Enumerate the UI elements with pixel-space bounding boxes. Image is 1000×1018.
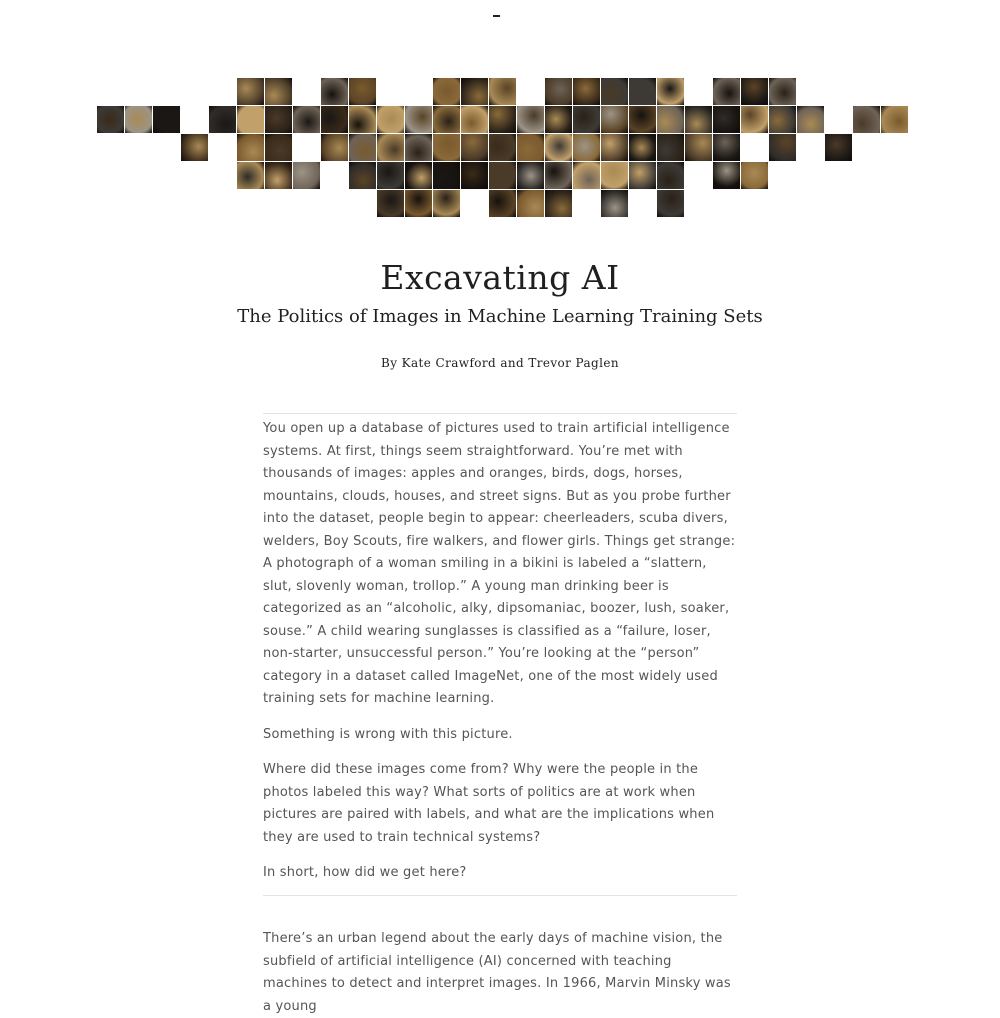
mosaic-tile: [489, 134, 516, 161]
mosaic-tile: [629, 134, 656, 161]
mosaic-tile: [489, 162, 516, 189]
mosaic-tile: [265, 106, 292, 133]
mosaic-tile: [153, 106, 180, 133]
paragraph: Something is wrong with this picture.: [263, 726, 513, 742]
divider-section: [263, 895, 737, 896]
mosaic-tile: [321, 78, 348, 105]
mosaic-tile: [377, 162, 404, 189]
article-section-2: [263, 928, 737, 1018]
mosaic-tile: [265, 162, 292, 189]
mosaic-tile: [433, 78, 460, 105]
mosaic-tile: [713, 162, 740, 189]
mosaic-tile: [377, 106, 404, 133]
mosaic-tile: [349, 134, 376, 161]
mosaic-tile: [517, 134, 544, 161]
mosaic-tile: [517, 162, 544, 189]
mosaic-tile: [321, 106, 348, 133]
mosaic-tile: [573, 134, 600, 161]
mosaic-tile: [461, 106, 488, 133]
page-subtitle: The Politics of Images in Machine Learning Training Sets: [237, 306, 763, 327]
mosaic-tile: [265, 78, 292, 105]
mosaic-tile: [545, 162, 572, 189]
mosaic-tile: [545, 190, 572, 217]
mosaic-tile: [797, 106, 824, 133]
page-title: Excavating AI: [380, 258, 620, 297]
paragraph: There’s an urban legend about the early days of machine vision, the subfield of artificial intelligence (AI) concerned with teaching machines to detect and interpret images. In 1966, Marvin Minsky was a young: [263, 931, 731, 1014]
mosaic-tile: [713, 78, 740, 105]
mosaic-tile: [741, 78, 768, 105]
mosaic-tile: [657, 134, 684, 161]
mosaic-tile: [685, 106, 712, 133]
mosaic-tile: [489, 106, 516, 133]
mosaic-tile: [629, 162, 656, 189]
mosaic-tile: [433, 134, 460, 161]
mosaic-tile: [349, 162, 376, 189]
mosaic-tile: [573, 106, 600, 133]
paragraph: Where did these images come from? Why were the people in the photos labeled this way? What sorts of politics are at work when pictures are paired with labels, and what are the implications when they are used to train technical systems?: [263, 762, 715, 845]
mosaic-tile: [125, 106, 152, 133]
article-intro: [263, 418, 737, 898]
mosaic-tile: [489, 190, 516, 217]
mosaic-tile: [573, 78, 600, 105]
mosaic-tile: [629, 106, 656, 133]
mosaic-tile: [769, 106, 796, 133]
paragraph: You open up a database of pictures used to train artificial intelligence systems. At first, things seem straightforward. You’re met with thousands of images: apples and oranges, birds, dogs, horses, mountains, clouds, houses, and street signs. But as you probe further into the dataset, people begin to appear: cheerleaders, scuba divers, welders, Boy Scouts, fire walkers, and flower girls. Things get strange: A photograph of a woman smiling in a bikini is labeled a “slattern, slut, slovenly woman, trollop.” A young man drinking beer is categorized as an “alcoholic, alky, dipsomaniac, boozer, lush, soaker, souse.” A child wearing sunglasses is classified as a “failure, loser, non-starter, unsuccessful person.” You’re looking at the “person” category in a dataset called ImageNet, one of the most widely used training sets for machine learning.: [263, 421, 736, 706]
mosaic-tile: [237, 162, 264, 189]
mosaic-tile: [433, 190, 460, 217]
mosaic-tile: [265, 134, 292, 161]
mosaic-tile: [237, 134, 264, 161]
divider-top: [263, 413, 737, 414]
mosaic-tile: [405, 190, 432, 217]
mosaic-tile: [853, 106, 880, 133]
paragraph: In short, how did we get here?: [263, 865, 467, 880]
mosaic-tile: [601, 134, 628, 161]
mosaic-tile: [657, 78, 684, 105]
mosaic-tile: [293, 106, 320, 133]
mosaic-tile: [349, 106, 376, 133]
mosaic-tile: [713, 106, 740, 133]
mosaic-tile: [181, 134, 208, 161]
mosaic-tile: [601, 190, 628, 217]
mosaic-tile: [461, 134, 488, 161]
mosaic-tile: [657, 162, 684, 189]
title-block: [0, 258, 1000, 371]
header-image-mosaic: [0, 0, 1000, 230]
mosaic-tile: [545, 106, 572, 133]
mosaic-tile: [405, 106, 432, 133]
mosaic-tile: [825, 134, 852, 161]
mosaic-tile: [209, 106, 236, 133]
mosaic-tile: [237, 106, 264, 133]
mosaic-tile: [321, 134, 348, 161]
mosaic-tile: [881, 106, 908, 133]
mosaic-tile: [433, 162, 460, 189]
mosaic-tile: [405, 162, 432, 189]
mosaic-tile: [461, 78, 488, 105]
byline: By Kate Crawford and Trevor Paglen: [381, 356, 619, 370]
mosaic-tile: [433, 106, 460, 133]
mosaic-tile: [741, 162, 768, 189]
mosaic-tile: [377, 134, 404, 161]
mosaic-tile: [461, 162, 488, 189]
mosaic-tile: [349, 78, 376, 105]
mosaic-tile: [769, 134, 796, 161]
mosaic-tile: [545, 134, 572, 161]
mosaic-tile: [545, 78, 572, 105]
mosaic-tile: [685, 134, 712, 161]
mosaic-tile: [601, 106, 628, 133]
mosaic-tile: [293, 162, 320, 189]
mosaic-tile: [713, 134, 740, 161]
mosaic-tile: [657, 106, 684, 133]
mosaic-tile: [489, 78, 516, 105]
mosaic-tile: [517, 190, 544, 217]
mosaic-tile: [741, 106, 768, 133]
mosaic-tile: [601, 162, 628, 189]
mosaic-tile: [573, 162, 600, 189]
mosaic-tile: [377, 190, 404, 217]
mosaic-tile: [237, 78, 264, 105]
mosaic-tile: [601, 78, 628, 105]
mosaic-tile: [657, 190, 684, 217]
mosaic-tile: [769, 78, 796, 105]
mosaic-tile: [97, 106, 124, 133]
mosaic-tile: [517, 106, 544, 133]
mosaic-tile: [629, 78, 656, 105]
mosaic-tile: [405, 134, 432, 161]
